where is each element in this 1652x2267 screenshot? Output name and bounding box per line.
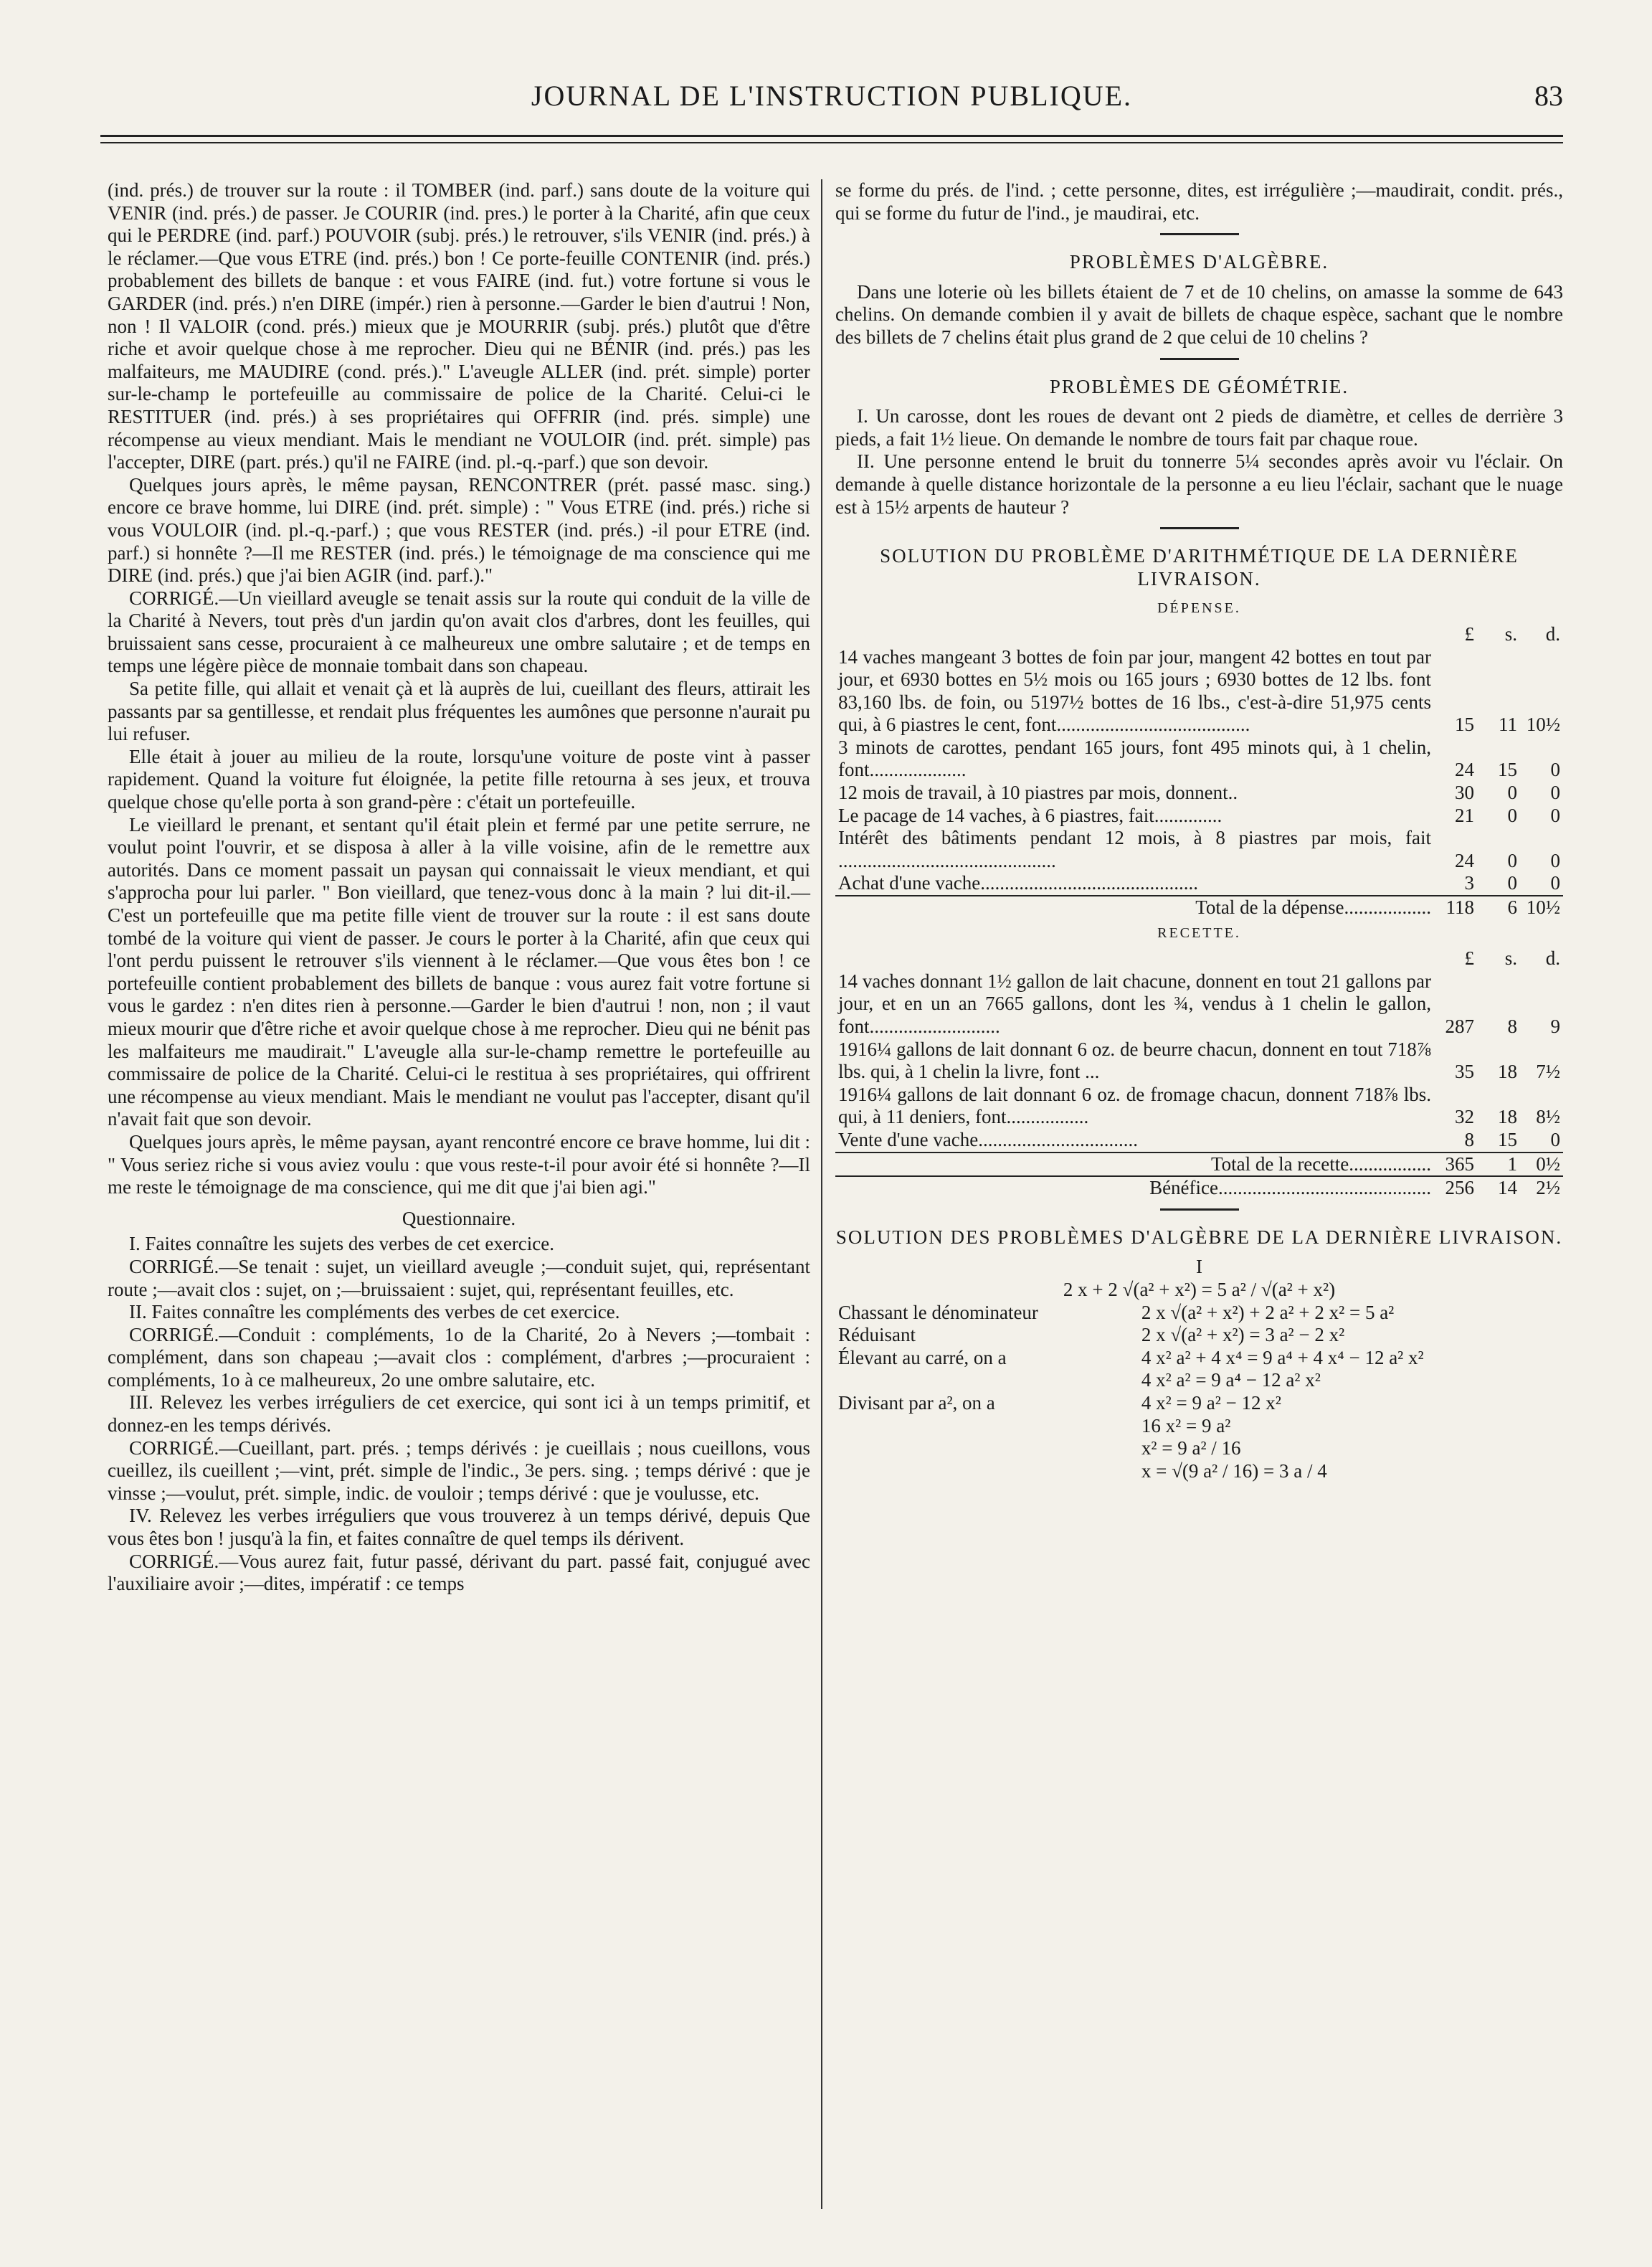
header-pounds: £ [1464, 947, 1474, 970]
pence: 0 [1550, 804, 1560, 826]
question: II. Faites connaître les compléments des verbes de cet exercice. [129, 1301, 620, 1323]
paragraph: Quelques jours après, le même paysan, RENCONTRER (prét. passé masc. sing.) encore ce brave homme, lui DIRE (ind. prét. simple) : " Vous ETRE (ind. prés.) riche si vous VOULOIR (ind. pl.-q.-parf.) ; que vous RESTER (ind. prés.) -il pour ETRE (ind. parf.) si honnête ?—Il me RESTER (ind. prés.) le témoignage de ma conscience qui me DIRE (ind. prés.) que j'ai bien AGIR (ind. parf.)." [108, 473, 810, 587]
table-row [835, 1129, 1563, 1153]
paragraph: se forme du prés. de l'ind. ; cette personne, dites, est irrégulière ;—maudirait, condit. prés., qui se forme du futur de l'ind., je maudirai, etc. [835, 179, 1563, 224]
recette-label: RECETTE. [1157, 924, 1241, 941]
pounds: 256 [1434, 1176, 1477, 1200]
step-label: Chassant le dénominateur [838, 1301, 1038, 1323]
step-label: Élevant au carré, on a [838, 1346, 1007, 1368]
paragraph: Sa petite fille, qui allait et venait çà et là auprès de lui, cueillant des fleurs, attirait les passants par sa gentillesse, et rendait plus fréquentes les aumônes que personne n'aurait pu lui refuser. [108, 678, 810, 745]
left-column [108, 179, 810, 1596]
header-shillings: s. [1504, 947, 1517, 970]
table-row [835, 646, 1563, 737]
shillings: 8 [1507, 1016, 1517, 1037]
pounds: 24 [1455, 759, 1474, 781]
shillings: 6 [1477, 896, 1520, 919]
question: IV. Relevez les verbes irréguliers que vous trouverez à un temps dérivé, depuis Que vous êtes bon ! jusqu'à la fin, et faites connaître de quel temps ils dérivent. [108, 1505, 810, 1550]
depense-label: DÉPENSE. [1157, 600, 1241, 617]
pence: 0 [1550, 782, 1560, 804]
pounds: 118 [1434, 896, 1477, 919]
pounds: 35 [1455, 1061, 1474, 1083]
paragraph: (ind. prés.) de trouver sur la route : il TOMBER (ind. parf.) sans doute de la voiture qui VENIR (ind. prés.) de passer. Je COURIR (ind. pres.) le porter à la Charité, afin que ceux qui le PERDRE (ind. parf.) POUVOIR (subj. prés.) le retrouver, s'ils VENIR (ind. prés.) à le réclamer.—Que vous ETRE (ind. prés.) bon ! Ce porte-feuille CONTENIR (ind. prés.) probablement des billets de banque : et vous FAIRE (ind. fut.) votre fortune si vous le GARDER (ind. prés.) n'en DIRE (impér.) rien à personne.—Garder le bien d'autrui ! Non, non ! Il VALOIR (cond. prés.) mieux que je MOURRIR (subj. prés.) plutôt que d'être riche et avoir quelque chose à me reprocher. Dieu qui ne BÉNIR (ind. prés.) pas les malfaiteurs, me MAUDIRE (cond. prés.)." L'aveugle ALLER (ind. prét. simple) porter sur-le-champ le portefeuille au commissaire de police de la Charité. Celui-ci le RESTITUER (ind. prés.) à ses propriétaires qui OFFRIR (ind. prés. simple) une récompense au vieux mendiant. Mais le mendiant ne VOULOIR (ind. prét. simple) pas l'accepter, DIRE (part. prés.) qu'il ne FAIRE (ind. pl.-q.-parf.) que son devoir. [108, 179, 810, 473]
pounds: 21 [1455, 804, 1474, 826]
algebra-problem: Dans une loterie où les billets étaient de 7 et de 10 chelins, on amasse la somme de 643 chelins. On demande combien il y avait de billets de chaque espèce, sachant que le nombre des billets de 7 chelins était plus grand de 2 que celui de 10 chelins ? [835, 280, 1563, 348]
depense-table [835, 623, 1563, 919]
pence: 7½ [1536, 1061, 1560, 1083]
step-label [835, 1415, 1139, 1438]
equation-step [835, 1460, 1563, 1483]
step-label: Réduisant [838, 1324, 916, 1346]
row-text: Le pacage de 14 vaches, à 6 piastres, fait.............. [838, 804, 1223, 826]
shillings: 18 [1498, 1106, 1517, 1128]
step-expression: x² = 9 a² / 16 [1141, 1437, 1241, 1459]
column-separator [821, 179, 822, 2209]
row-text: Intérêt des bâtiments pendant 12 mois, à 8 piastres par mois, fait ............................................. [838, 827, 1431, 871]
step-label [835, 1460, 1139, 1483]
section-rule [1160, 358, 1239, 360]
pounds: 24 [1455, 849, 1474, 871]
header-rule-top [100, 135, 1563, 137]
table-row [835, 872, 1563, 896]
step-expression: 2 x √(a² + x²) = 3 a² − 2 x² [1141, 1324, 1345, 1346]
shillings: 1 [1477, 1153, 1520, 1177]
pence: 9 [1550, 1016, 1560, 1037]
geometry-problem: I. Un carosse, dont les roues de devant ont 2 pieds de diamètre, et celles de derrière 3 pieds, a fait 1½ lieue. On demande le nombre de tours fait par chaque roue. [835, 405, 1563, 450]
row-text: Vente d'une vache................................. [838, 1128, 1139, 1150]
section-rule [1160, 233, 1239, 235]
pence: 10½ [1520, 896, 1563, 919]
row-text: Achat d'une vache............................................. [838, 872, 1199, 894]
step-expression: 4 x² = 9 a² − 12 x² [1141, 1391, 1281, 1414]
shillings: 15 [1498, 759, 1517, 781]
equation-step [835, 1324, 1563, 1347]
table-row [835, 970, 1563, 1038]
row-text: 12 mois de travail, à 10 piastres par mois, donnent.. [838, 782, 1238, 804]
pounds: 3 [1464, 872, 1474, 894]
shillings: 0 [1507, 872, 1517, 894]
pounds: 8 [1464, 1128, 1474, 1150]
answer: CORRIGÉ.—Conduit : compléments, 1o de la Charité, 2o à Nevers ;—tombait : complément, dans son chapeau ;—avait clos : complément, d'arbres ;—procuraient : compléments, 1o à ce malheureux, 2o une ombre salutaire, etc. [108, 1323, 810, 1391]
table-row [835, 805, 1563, 828]
pence: 0 [1550, 759, 1560, 781]
paragraph: Quelques jours après, le même paysan, ayant rencontré encore ce brave homme, lui dit : " Vous seriez riche si vous aviez voulu : que vous reste-t-il pour avoir été si honnête ?—Il me reste le témoignage de ma conscience, qui me dit que j'ai bien agi." [108, 1130, 810, 1198]
money-header-row [835, 623, 1563, 646]
step-expression: 2 x √(a² + x²) + 2 a² + 2 x² = 5 a² [1141, 1301, 1395, 1323]
step-expression: 4 x² a² = 9 a⁴ − 12 a² x² [1141, 1369, 1321, 1391]
shillings: 18 [1498, 1061, 1517, 1083]
solution-heading: SOLUTION DU PROBLÈME D'ARITHMÉTIQUE DE LA DERNIÈRE LIVRAISON. [880, 545, 1519, 590]
benefice-row [835, 1176, 1563, 1200]
section-rule [1160, 527, 1239, 529]
money-header-row [835, 947, 1563, 970]
step-label [835, 1369, 1139, 1392]
algebra-heading: PROBLÈMES D'ALGÈBRE. [1069, 251, 1329, 273]
shillings: 0 [1507, 804, 1517, 826]
shillings: 14 [1477, 1176, 1520, 1200]
paragraph: Le vieillard le prenant, et sentant qu'il était plein et fermé par une petite serrure, ne voulut point l'ouvrir, et se disposa à aller à la ville voisine, afin de le remettre aux autorités. Dans ce moment passait un paysan qui connaissait le vieux mendiant, et qui s'approcha pour lui parler. " Bon vieillard, que tenez-vous donc à la main ? lui dit-il.—C'est un portefeuille que ma petite fille vient de trouver sur la route : il est sans doute tombé de la voiture qui vient de passer. Je cours le porter à la Charité, afin que ceux qui l'ont perdu puissent le retrouver s'ils viennent à le réclamer.—Que vous êtes bon ! ce portefeuille contient probablement des billets de banque : vous aurez fait votre fortune si vous le gardez : n'en dites rien à personne.—Garder le bien d'autrui ! non, non ; il vaut mieux mourir que d'être riche et avoir quelque chose à me reprocher. Dieu qui ne bénit pas les malfaiteurs me maudirait." L'aveugle alla sur-le-champ remettre le portefeuille au commissaire de police de la Charité. Celui-ci le restitua à ses propriétaires, qui offrirent une récompense au vieux mendiant. Mais le mendiant ne voulut pas l'accepter, disant qu'il n'avait fait que son devoir. [108, 813, 810, 1130]
question: III. Relevez les verbes irréguliers de cet exercice, qui sont ici à un temps primitif, et donnez-en les temps dérivés. [108, 1391, 810, 1437]
roman-numeral: I [1196, 1256, 1202, 1278]
pence: 8½ [1536, 1106, 1560, 1128]
step-expression: 4 x² a² + 4 x⁴ = 9 a⁴ + 4 x⁴ − 12 a² x² [1141, 1346, 1424, 1368]
header-shillings: s. [1504, 623, 1517, 645]
page-number: 83 [1534, 80, 1563, 112]
table-row [835, 1084, 1563, 1129]
recette-table [835, 947, 1563, 1200]
equation-step [835, 1437, 1563, 1460]
pounds: 15 [1455, 714, 1474, 736]
row-text: Bénéfice............................................ [835, 1176, 1434, 1200]
step-label [835, 1437, 1139, 1460]
journal-title: JOURNAL DE L'INSTRUCTION PUBLIQUE. [531, 80, 1133, 112]
table-row [835, 1038, 1563, 1084]
answer: CORRIGÉ.—Cueillant, part. prés. ; temps dérivés : je cueillais ; nous cueillons, vous cueillez, ils cueillent ;—vint, prét. simple de l'indic., 3e pers. sing. ; temps dérivé : que je vinsse ;—voulut, prét. simple, indic. de vouloir ; temps dérivé : que je voulusse, etc. [108, 1437, 810, 1504]
pence: 0 [1550, 1128, 1560, 1150]
shillings: 15 [1498, 1128, 1517, 1150]
pence: 0½ [1520, 1153, 1563, 1177]
equation-step [835, 1392, 1563, 1415]
paragraph: Elle était à jouer au milieu de la route, lorsqu'une voiture de poste vint à passer rapidement. Quand la voiture fut éloignée, la petite fille retourna à ses jeux, et trouva quelque chose qu'elle porta à son grand-père : c'était un portefeuille. [108, 745, 810, 813]
header-rule-bottom [100, 142, 1563, 143]
header-pence: d. [1545, 947, 1560, 970]
shillings: 0 [1507, 782, 1517, 804]
header-pounds: £ [1464, 623, 1474, 645]
pounds: 287 [1445, 1016, 1474, 1037]
step-expression: x = √(9 a² / 16) = 3 a / 4 [1141, 1459, 1327, 1482]
header-pence: d. [1545, 623, 1560, 645]
right-column [835, 179, 1563, 1482]
row-text: 1916¼ gallons de lait donnant 6 oz. de fromage chacun, donnent 718⅞ lbs. qui, à 11 deniers, font................. [838, 1083, 1431, 1128]
shillings: 0 [1507, 849, 1517, 871]
shillings: 11 [1499, 714, 1517, 736]
pence: 0 [1550, 872, 1560, 894]
pence: 2½ [1520, 1176, 1563, 1200]
table-row [835, 737, 1563, 782]
total-row [835, 1153, 1563, 1177]
pounds: 365 [1434, 1153, 1477, 1177]
equation-step [835, 1369, 1563, 1392]
answer: CORRIGÉ.—Vous aurez fait, futur passé, dérivant du part. passé fait, conjugué avec l'auxiliaire avoir ;—dites, impératif : ce temps [108, 1550, 810, 1595]
geometry-problem: II. Une personne entend le bruit du tonnerre 5¼ secondes après avoir vu l'éclair. On demande à quelle distance horizontale de la personne a eu lieu l'éclair, sachant que le nuage est à 15½ arpents de hauteur ? [835, 450, 1563, 518]
row-text: 1916¼ gallons de lait donnant 6 oz. de beurre chacun, donnent en tout 718⅞ lbs. qui, à 1 chelin la livre, font ... [838, 1038, 1431, 1083]
algebra-solution-heading: SOLUTION DES PROBLÈMES D'ALGÈBRE DE LA DERNIÈRE LIVRAISON. [835, 1226, 1563, 1248]
equation-step [835, 1415, 1563, 1438]
row-text: Total de la recette................. [835, 1153, 1434, 1177]
section-rule [1160, 1208, 1239, 1211]
pounds: 30 [1455, 782, 1474, 804]
table-row [835, 782, 1563, 805]
pence: 0 [1550, 849, 1560, 871]
equation: 2 x + 2 √(a² + x²) = 5 a² / √(a² + x²) [1063, 1278, 1336, 1300]
questionnaire-heading: Questionnaire. [402, 1207, 516, 1229]
paragraph: CORRIGÉ.—Un vieillard aveugle se tenait assis sur la route qui conduit de la ville de la Charité à Nevers, tout près d'un jardin qu'on avait clos d'arbres, dont les feuilles, qui bruissaient sans cesse, procuraient à ce malheureux une ombre salutaire ; et de temps en temps une légère pièce de monnaie tombait dans son chapeau. [108, 587, 810, 677]
geometry-heading: PROBLÈMES DE GÉOMÉTRIE. [1049, 375, 1349, 397]
pounds: 32 [1455, 1106, 1474, 1128]
row-text: 14 vaches mangeant 3 bottes de foin par jour, mangent 42 bottes en tout par jour, et 6930 bottes en 5½ mois ou 165 jours ; 6930 bottes de 12 lbs. font 83,160 lbs. de foin, ou 5197½ bottes de 16 lbs., c'est-à-dire 51,975 cents qui, à 6 piastres le cent, font........................................ [838, 645, 1431, 736]
table-row [835, 827, 1563, 872]
pence: 10½ [1526, 714, 1560, 736]
step-label: Divisant par a², on a [838, 1391, 995, 1414]
equation-step [835, 1302, 1563, 1325]
question: I. Faites connaître les sujets des verbes de cet exercice. [129, 1233, 554, 1255]
row-text: 3 minots de carottes, pendant 165 jours, font 495 minots qui, à 1 chelin, font.................... [838, 736, 1431, 781]
equation-steps [835, 1302, 1563, 1483]
row-text: 14 vaches donnant 1½ gallon de lait chacune, donnent en tout 21 gallons par jour, et en un an 7665 gallons, dont les ¾, vendus à 1 chelin le gallon, font........................... [838, 970, 1431, 1037]
page-header [100, 79, 1563, 122]
step-expression: 16 x² = 9 a² [1141, 1414, 1231, 1437]
total-row [835, 896, 1563, 919]
equation-step [835, 1347, 1563, 1370]
row-text: Total de la dépense.................. [835, 896, 1434, 919]
answer: CORRIGÉ.—Se tenait : sujet, un vieillard aveugle ;—conduit sujet, qui, représentant route ;—avait clos : sujet, on ;—bruissaient : sujet, qui, représentant feuilles, etc. [108, 1255, 810, 1300]
